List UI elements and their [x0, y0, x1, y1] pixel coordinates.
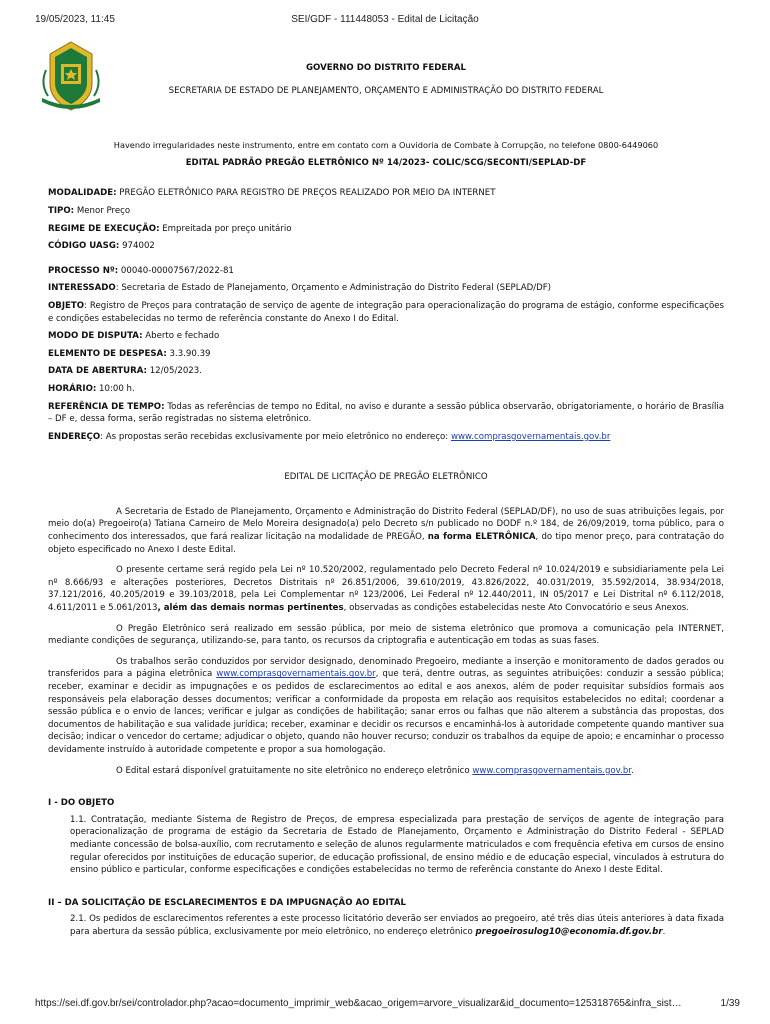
- field-label: ENDEREÇO: [48, 431, 101, 442]
- body-section-title: EDITAL DE LICITAÇÃO DE PREGÃO ELETRÔNICO: [284, 472, 488, 483]
- section-objeto-item: 1.1. Contratação, mediante Sistema de Registro de Preços, de empresa especializada para prestação de serviços de agente de integração para operacionalização de programa de estágio da Secretaria de Estado de Planejamento, Orçamento e Administração do Distrito Federal - SEPLAD mediante concessão de bolsa-auxílio, com recrutamento e seleção de alunos regularmente matriculados e com frequência efetiva em cursos de ensino regular oferecidos por instituições de educação superior, de educação profissional, de ensino médio e de educação especial, vinculados à estrutura do ensino público e particular, conforme especificações e condições estabelecidas no termo de referência constante do Anexo I deste Edital.: [70, 814, 724, 876]
- field-value: Todas as referências de tempo no Edital, no aviso e durante a sessão pública observarão, obrigatoriamente, o horário de Brasília – DF e, dessa forma, serão registradas no sistema eletrônico.: [48, 401, 724, 425]
- pregoeiro-email: pregoeirosulog10@economia.df.gov.br: [475, 926, 663, 937]
- field-modalidade: [48, 187, 724, 200]
- paragraph-text: Os trabalhos serão conduzidos por servidor designado, denominado Pregoeiro, mediante a inserção e monitoramento de dados gerados ou transferidos para a página eletrônica: [48, 656, 724, 680]
- field-label: DATA DE ABERTURA:: [48, 366, 147, 377]
- field-value: PREGÃO ELETRÔNICO PARA REGISTRO DE PREÇOS REALIZADO POR MEIO DA INTERNET: [116, 188, 496, 199]
- field-value: : Registro de Preços para contratação de serviço de agente de integração para operacionalização do programa de estágio, conforme especificações e condições estabelecidas no termo de referência constante do Anexo I do Edital.: [48, 300, 724, 324]
- secretariat-heading: SECRETARIA DE ESTADO DE PLANEJAMENTO, ORÇAMENTO E ADMINISTRAÇÃO DO DISTRITO FEDERAL: [168, 85, 604, 96]
- field-value: Aberto e fechado: [142, 331, 220, 342]
- field-label: MODALIDADE:: [48, 188, 117, 199]
- field-label: PROCESSO Nº:: [48, 265, 119, 276]
- field-tipo: [48, 205, 724, 218]
- field-label: INTERESSADO: [48, 283, 116, 294]
- paragraph-bold-text: na forma ELETRÔNICA: [427, 532, 536, 543]
- print-datetime: 19/05/2023, 11:45: [35, 14, 115, 25]
- paragraph-intro: [48, 506, 724, 556]
- field-objeto: [48, 300, 724, 325]
- field-processo: [48, 265, 724, 278]
- field-interessado: [48, 282, 724, 295]
- paragraph-bold-text: , além das demais normas pertinentes: [157, 603, 344, 614]
- field-label: REGIME DE EXECUÇÃO:: [48, 223, 160, 234]
- paragraph-text: A Secretaria de Estado de Planejamento, Orçamento e Administração do Distrito Federal (SEPLAD/DF), no uso de suas atribuições legais, por meio do(a) Pregoeiro(a) Tatiana Carneiro de Melo Moreira designado(a) pelo Decreto s/n publicado no DODF n.º 184, de 26/09/2019, torna público, para o conhecimento dos interessados, que fará realizar licitação na modalidade de PREGÃO,: [48, 506, 724, 543]
- paragraph-availability: [48, 765, 724, 778]
- page-number: 1/39: [720, 998, 740, 1009]
- paragraph-legislation: [48, 564, 724, 614]
- field-label: ELEMENTO DE DESPESA:: [48, 348, 167, 359]
- field-endereco: [48, 431, 724, 444]
- field-label: HORÁRIO:: [48, 383, 97, 394]
- paragraph-text: O Edital estará disponível gratuitamente no site eletrônico no endereço eletrônico: [116, 765, 473, 776]
- field-value: 12/05/2023.: [146, 366, 202, 377]
- comprasgov-link[interactable]: www.comprasgovernamentais.gov.br: [216, 669, 376, 680]
- paragraph-text: 2.1. Os pedidos de esclarecimentos referentes a este processo licitatório deverão ser enviados ao pregoeiro, até três dias úteis anteriores à data fixada para abertura da sessão pública, exclusivamente por meio eletrônico, no endereço eletrônico: [70, 914, 724, 937]
- edital-fields: [48, 187, 724, 443]
- document-content: [48, 34, 724, 939]
- field-value: 00040-00007567/2022-81: [118, 265, 234, 276]
- field-value: 974002: [119, 241, 155, 252]
- paragraph-text: , observadas as condições estabelecidas neste Ato Convocatório e seus Anexos.: [343, 603, 689, 614]
- comprasgov-link[interactable]: www.comprasgovernamentais.gov.br: [450, 431, 611, 442]
- field-horario: [48, 383, 724, 396]
- paragraph-text: , que terá, dentre outras, as seguintes atribuições: conduzir a sessão pública; receber, examinar e decidir as impugnações e os pedidos de esclarecimentos ao edital e aos anexos, além de poder requisitar subsídios formais aos responsáveis pela elaboração desses documentos; verificar a conformidade da proposta em relação aos requisitos estabelecidos no edital; coordenar a sessão pública e o envio de lances; verificar e julgar as condições de habilitação; sanar erros ou falhas que não alterem a substância das propostas, dos documentos de habilitação e sua validade jurídica; receber, examinar e decidir os recursos e encaminhá-los à autoridade competente quando mantiver sua decisão; indicar o vencedor do certame; adjudicar o objeto, quando não houver recurso; conduzir os trabalhos da equipe de apoio; e encaminhar o processo devidamente instruído à autoridade competente e propor a sua homologação.: [48, 669, 725, 755]
- print-url: https://sei.df.gov.br/sei/controlador.php?acao=documento_imprimir_web&acao_origem=arvore_visualizar&id_documento=125318765&infra_sist…: [35, 998, 682, 1009]
- field-value: 10:00 h.: [96, 383, 135, 394]
- section-objeto-title: I - DO OBJETO: [48, 798, 115, 809]
- paragraph-text: O presente certame será regido pela Lei nº 10.520/2002, regulamentado pelo Decreto Federal nº 10.024/2019 e subsidiariamente pela Lei nº 8.666/93 e alterações posteriores, Decretos Distritais nº 26.851/2006, 39.610/2019, 43.826/2022, 40.031/2019, 35.592/2014, 38.934/2018, 37.121/2016, 40.205/2019 e 39.103/2018, pela Lei Complementar nº 123/2006, Lei Federal nº 12.440/2011, IN 05/2017 e Lei Distrital nº 6.112/2018, 4.611/2011 e 5.061/2013: [48, 565, 724, 614]
- field-modo-disputa: [48, 330, 724, 343]
- comprasgov-link[interactable]: www.comprasgovernamentais.gov.br: [472, 765, 632, 776]
- field-uasg: [48, 240, 724, 253]
- field-data-abertura: [48, 365, 724, 378]
- edital-title: EDITAL PADRÃO PREGÃO ELETRÔNICO Nº 14/2023- COLIC/SCG/SECONTI/SEPLAD-DF: [185, 157, 587, 168]
- print-footer: [35, 998, 740, 1012]
- ouvidoria-notice: Havendo irregularidades neste instrumento, entre em contato com a Ouvidoria de Combate à Corrupção, no telefone 0800-6449060: [113, 140, 659, 151]
- paragraph-text: .: [662, 926, 666, 937]
- field-value: Empreitada por preço unitário: [159, 223, 292, 234]
- field-value: : As propostas serão recebidas exclusivamente por meio eletrônico no endereço:: [100, 431, 451, 442]
- paragraph-text: , do tipo menor preço, para contratação do objeto especificado no Anexo I deste Edital.: [48, 532, 725, 555]
- paragraph-session: O Pregão Eletrônico será realizado em sessão pública, por meio de sistema eletrônico que promova a comunicação pela INTERNET, mediante condições de segurança, utilizando-se, para tanto, os recursos da criptografia e autenticação em todas as suas fases.: [48, 623, 724, 647]
- paragraph-pregoeiro: [48, 656, 724, 757]
- field-label: REFERÊNCIA DE TEMPO:: [48, 401, 165, 412]
- field-regime: [48, 223, 724, 236]
- print-header: [35, 14, 735, 28]
- field-value: 3.3.90.39: [166, 348, 211, 359]
- print-document-title: SEI/GDF - 111448053 - Edital de Licitação: [291, 14, 479, 25]
- field-referencia-tempo: [48, 401, 724, 426]
- section-esclarecimentos-item: [60, 913, 724, 938]
- field-value: Menor Preço: [74, 205, 131, 216]
- field-label: MODO DE DISPUTA:: [48, 331, 143, 342]
- field-value: : Secretaria de Estado de Planejamento, Orçamento e Administração do Distrito Federal (SEPLAD/DF): [115, 283, 552, 294]
- paragraph-text: .: [631, 765, 634, 776]
- brasao-df-emblem-icon: [40, 40, 102, 112]
- field-label: CÓDIGO UASG:: [48, 241, 120, 252]
- field-label: TIPO:: [48, 205, 75, 216]
- government-heading: GOVERNO DO DISTRITO FEDERAL: [305, 63, 467, 73]
- field-elemento-despesa: [48, 348, 724, 361]
- field-label: OBJETO: [48, 300, 85, 311]
- section-esclarecimentos-title: II – DA SOLICITAÇÃO DE ESCLARECIMENTOS E DA IMPUGNAÇÃO AO EDITAL: [48, 897, 406, 908]
